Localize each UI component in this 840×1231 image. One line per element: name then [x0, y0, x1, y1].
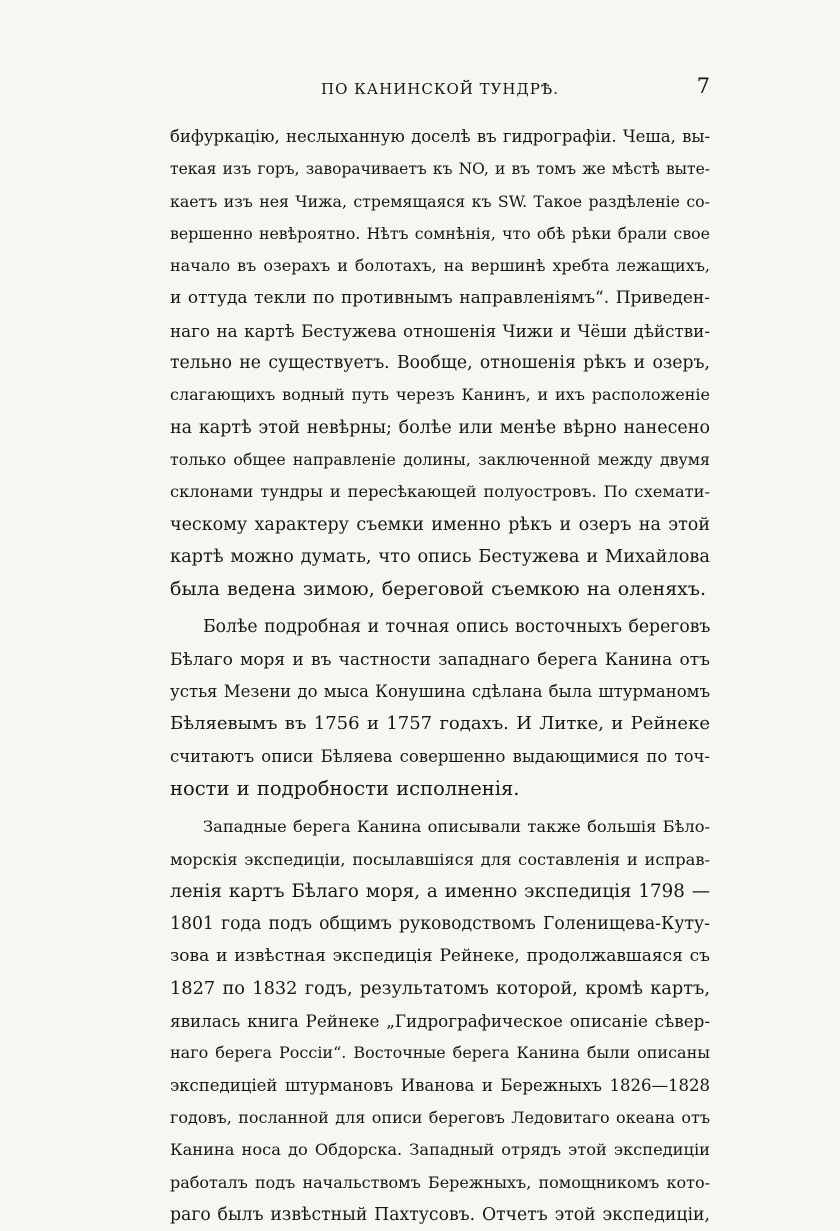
- text-line: текая изъ горъ, заворачиваетъ къ NO, и въ томъ же мѣстѣ выте-: [170, 160, 710, 179]
- text-line: экспедиціей штурмановъ Иванова и Бережныхъ 1826—1828: [170, 1075, 710, 1095]
- text-line: считаютъ описи Бѣляева совершенно выдающимися по точ-: [170, 746, 710, 766]
- text-line: Бѣляевымъ въ 1756 и 1757 годахъ. И Литке, и Рейнеке: [170, 713, 710, 735]
- text-line: на картѣ этой невѣрны; болѣе или менѣе вѣрно нанесено: [170, 417, 710, 438]
- text-line: бифуркацію, неслыханную доселѣ въ гидрографіи. Чеша, вы-: [170, 127, 711, 146]
- text-line: тельно не существуетъ. Вообще, отношенія рѣкъ и озеръ,: [170, 353, 710, 374]
- text-line: раго былъ извѣстный Пахтусовъ. Отчетъ этой экспедиціи,: [170, 1204, 710, 1225]
- page-number: 7: [696, 74, 710, 98]
- running-title: ПО КАНИНСКОЙ ТУНДРѢ.: [321, 80, 559, 98]
- body-text: [170, 121, 710, 1231]
- text-line: годовъ, посланной для описи береговъ Ледовитаго океана отъ: [170, 1107, 710, 1127]
- text-line: Бѣлаго моря и въ частности западнаго берега Канина отъ: [170, 649, 710, 670]
- text-line: ности и подробности исполненія.: [170, 776, 520, 800]
- text-line: картѣ можно думать, что опись Бестужева и Михайлова: [170, 546, 710, 567]
- page-header: [170, 74, 710, 104]
- text-line: Западные берега Канина описывали также большія Бѣло-: [203, 817, 710, 837]
- text-line: Канина носа до Обдорска. Западный отрядъ этой экспедиціи: [170, 1140, 710, 1160]
- text-line: ленія картъ Бѣлаго моря, а именно экспедиція 1798 —: [170, 880, 710, 902]
- text-line: начало въ озерахъ и болотахъ, на вершинѣ хребта лежащихъ,: [170, 256, 710, 276]
- text-line: устья Мезени до мыса Конушина сдѣлана была штурманомъ: [170, 682, 710, 702]
- text-line: слагающихъ водный путь черезъ Канинъ, и ихъ расположеніе: [170, 385, 710, 405]
- text-line: склонами тундры и пересѣкающей полуостровъ. По схемати-: [170, 482, 710, 502]
- text-line: вершенно невѣроятно. Нѣтъ сомнѣнія, что обѣ рѣки брали свое: [170, 223, 710, 243]
- text-line: работалъ подъ начальствомъ Бережныхъ, помощникомъ кото-: [170, 1172, 710, 1192]
- text-line: наго на картѣ Бестужева отношенія Чижи и Чёши дѣйстви-: [170, 320, 710, 341]
- text-line: 1801 года подъ общимъ руководствомъ Голенищева-Куту-: [170, 914, 710, 935]
- text-line: была ведена зимою, береговой съемкою на оленяхъ.: [170, 578, 707, 601]
- text-line: и оттуда текли по противнымъ направленіямъ“. Приведен-: [170, 288, 710, 309]
- text-line: ческому характеру съемки именно рѣкъ и озеръ на этой: [170, 514, 710, 535]
- text-line: зова и извѣстная экспедиція Рейнеке, продолжавшаяся съ: [170, 946, 710, 967]
- text-line: Болѣе подробная и точная опись восточныхъ береговъ: [203, 617, 711, 638]
- text-line: наго берега Россіи“. Восточные берега Канина были описаны: [170, 1043, 710, 1063]
- text-line: только общее направленіе долины, заключенной между двумя: [170, 449, 710, 469]
- text-line: морскія экспедиціи, посылавшіяся для составленія и исправ-: [170, 849, 710, 869]
- text-line: каетъ изъ нея Чижа, стремящаяся къ SW. Такое раздѣленіе со-: [170, 191, 710, 211]
- text-line: 1827 по 1832 годъ, результатомъ которой, кромѣ картъ,: [170, 978, 710, 999]
- text-line: явилась книга Рейнеке „Гидрографическое описаніе сѣвер-: [170, 1011, 710, 1032]
